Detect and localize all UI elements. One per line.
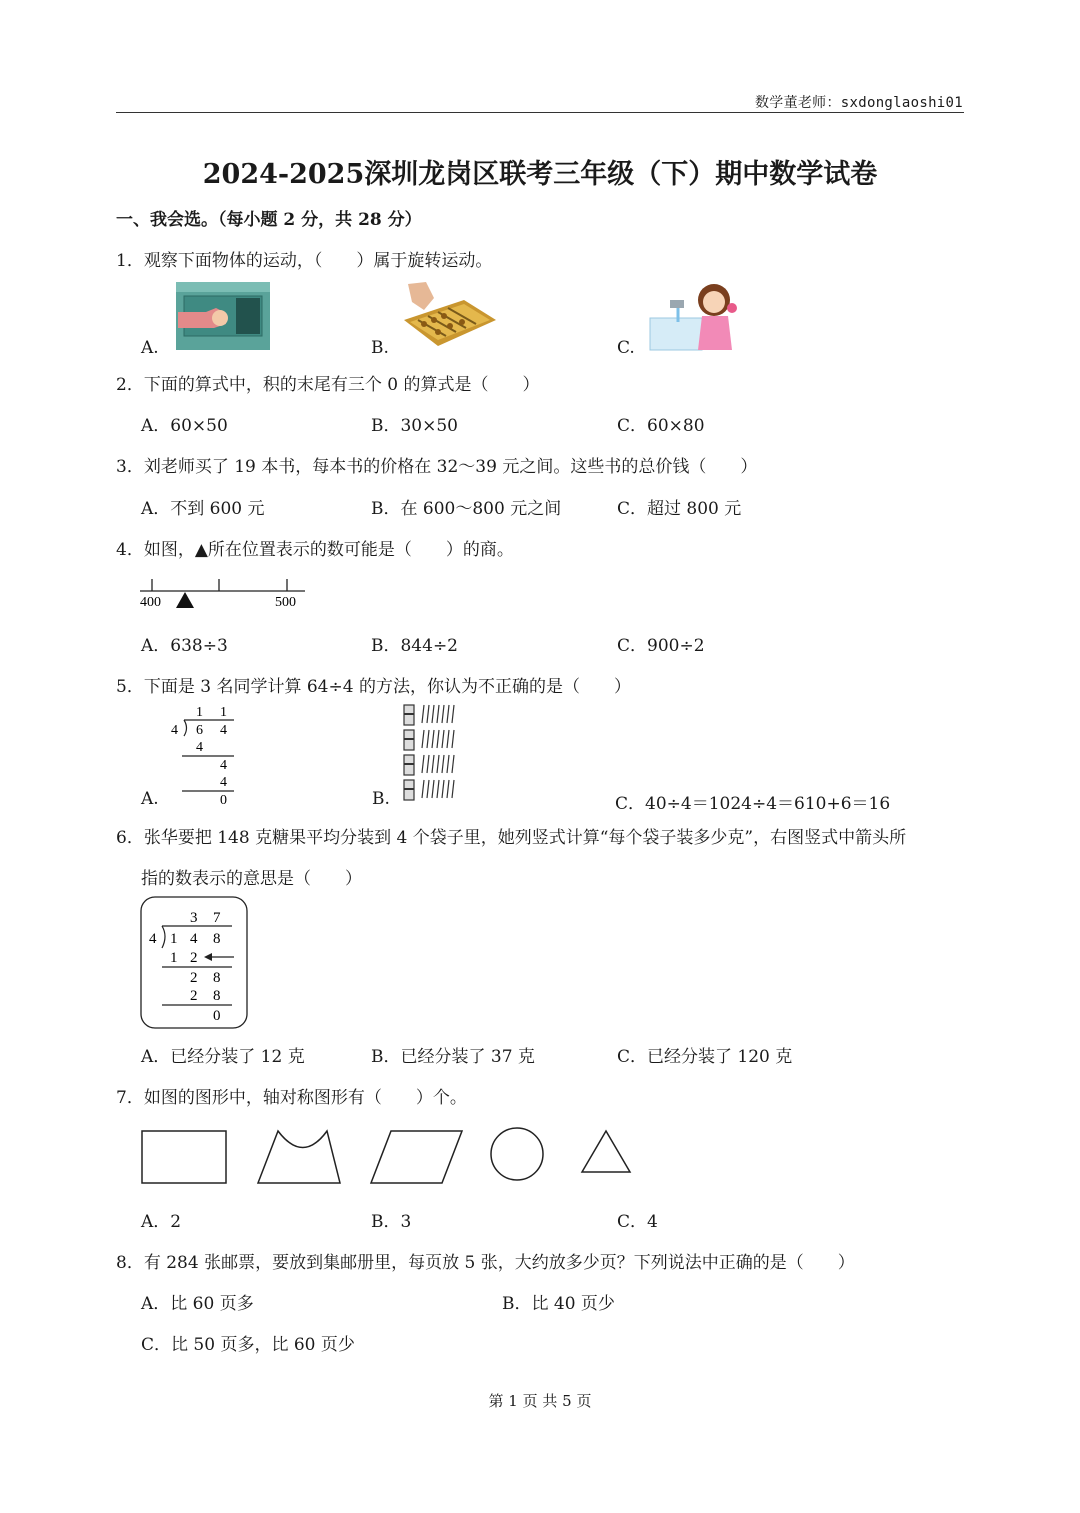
q7-option-c: C．4 (617, 1212, 658, 1232)
q3-option-a: A．不到 600 元 (141, 499, 265, 519)
left-arrow-icon (204, 953, 234, 961)
div-row-2: 4 (220, 758, 227, 773)
q4-option-a: A．638÷3 (141, 636, 228, 656)
header-rule (116, 112, 964, 113)
q6-option-b: B．已经分装了 37 克 (371, 1047, 535, 1067)
q2-option-b: B．30×50 (371, 416, 459, 436)
question-7: 7．如图的图形中，轴对称图形有（ ）个。 (116, 1088, 467, 1108)
q3-option-b: B．在 600～800 元之间 (371, 499, 562, 519)
div6-divisor: 4 (149, 931, 157, 947)
q8-option-c: C．比 50 页多，比 60 页少 (141, 1335, 355, 1355)
section-heading: 一、我会选。（每小题 2 分，共 28 分） (116, 210, 422, 230)
long-division-64-by-4 (166, 702, 238, 808)
circle-shape (491, 1128, 543, 1180)
div6-dividend-1: 1 (170, 931, 178, 947)
bundled-sticks-diagram (402, 703, 460, 805)
q4-option-b: B．844÷2 (371, 636, 459, 656)
q1-option-c: C. (617, 338, 635, 358)
rectangle-shape (142, 1131, 226, 1183)
div-dividend-2: 4 (220, 723, 227, 738)
div6-sub-2: 2 (190, 950, 198, 966)
question-4: 4．如图，▲所在位置表示的数可能是（ ）的商。 (116, 540, 514, 560)
div6-sub-1: 1 (170, 950, 178, 966)
question-5: 5．下面是 3 名同学计算 64÷4 的方法，你认为不正确的是（ ） (116, 677, 631, 697)
parallelogram-shape (371, 1131, 462, 1183)
div6-quotient-2: 7 (213, 910, 221, 926)
q3-option-c: C．超过 800 元 (617, 499, 742, 519)
q1-option-a: A. (141, 338, 159, 358)
question-8: 8．有 284 张邮票，要放到集邮册里，每页放 5 张，大约放多少页？下列说法中正确的是（ ） (116, 1253, 855, 1273)
div6-mid-1: 2 (190, 970, 198, 986)
q1-option-b: B. (371, 338, 389, 358)
div6-next-1: 2 (190, 988, 198, 1004)
question-6-line-2: 指的数表示的意思是（ ） (141, 869, 362, 889)
div6-dividend-3: 8 (213, 931, 221, 947)
div-quotient-1: 1 (196, 705, 203, 720)
question-6-line-1: 6．张华要把 148 克糖果平均分装到 4 个袋子里，她列竖式计算“每个袋子装多少克”，右图竖式中箭头所 (116, 828, 907, 848)
page-footer: 第 1 页 共 5 页 (488, 1392, 592, 1410)
div-dividend-1: 6 (196, 723, 203, 738)
triangle-marker-icon (176, 592, 194, 608)
q7-option-a: A．2 (141, 1212, 182, 1232)
q6-option-c: C．已经分装了 120 克 (617, 1047, 793, 1067)
div-row-1: 4 (196, 740, 203, 755)
q5-option-a: A. (141, 789, 159, 809)
triangle-shape (582, 1131, 630, 1172)
q6-option-a: A．已经分装了 12 克 (141, 1047, 305, 1067)
trapezoid-arc-shape (258, 1131, 340, 1183)
q8-option-b: B．比 40 页少 (502, 1294, 615, 1314)
abacus-image (404, 280, 496, 352)
number-line (140, 576, 310, 610)
div-row-3: 4 (220, 775, 227, 790)
q5-option-b: B. (372, 789, 390, 809)
q4-option-c: C．900÷2 (617, 636, 705, 656)
shapes-row (140, 1124, 640, 1188)
q5-option-c: C．40÷4＝1024÷4＝610+6＝16 (615, 794, 891, 814)
div-remainder: 0 (220, 793, 227, 808)
q7-option-b: B．3 (371, 1212, 412, 1232)
div6-dividend-2: 4 (190, 931, 198, 947)
div6-quotient-1: 3 (190, 910, 198, 926)
long-division-148-by-4 (140, 896, 250, 1030)
page-title: 2024-2025深圳龙岗区联考三年级（下）期中数学试卷 (202, 159, 878, 190)
girl-washing-hands-image (648, 278, 736, 352)
q8-option-a: A．比 60 页多 (141, 1294, 254, 1314)
drawer-push-image (176, 282, 270, 350)
stick-bundle-row (404, 705, 454, 800)
number-line-label-400: 400 (140, 595, 161, 610)
question-1: 1．观察下面物体的运动，（ ）属于旋转运动。 (116, 251, 493, 271)
question-2: 2．下面的算式中，积的末尾有三个 0 的算式是（ ） (116, 375, 540, 395)
div6-mid-2: 8 (213, 970, 221, 986)
div-divisor: 4 (171, 723, 178, 738)
author-header: 数学董老师：sxdonglaoshi01 (754, 95, 963, 111)
div6-next-2: 8 (213, 988, 221, 1004)
div-quotient-2: 1 (220, 705, 227, 720)
question-3: 3．刘老师买了 19 本书，每本书的价格在 32～39 元之间。这些书的总价钱（ ） (116, 457, 758, 477)
div6-remainder: 0 (213, 1008, 221, 1024)
number-line-label-500: 500 (275, 595, 296, 610)
q2-option-c: C．60×80 (617, 416, 705, 436)
q2-option-a: A．60×50 (141, 416, 228, 436)
